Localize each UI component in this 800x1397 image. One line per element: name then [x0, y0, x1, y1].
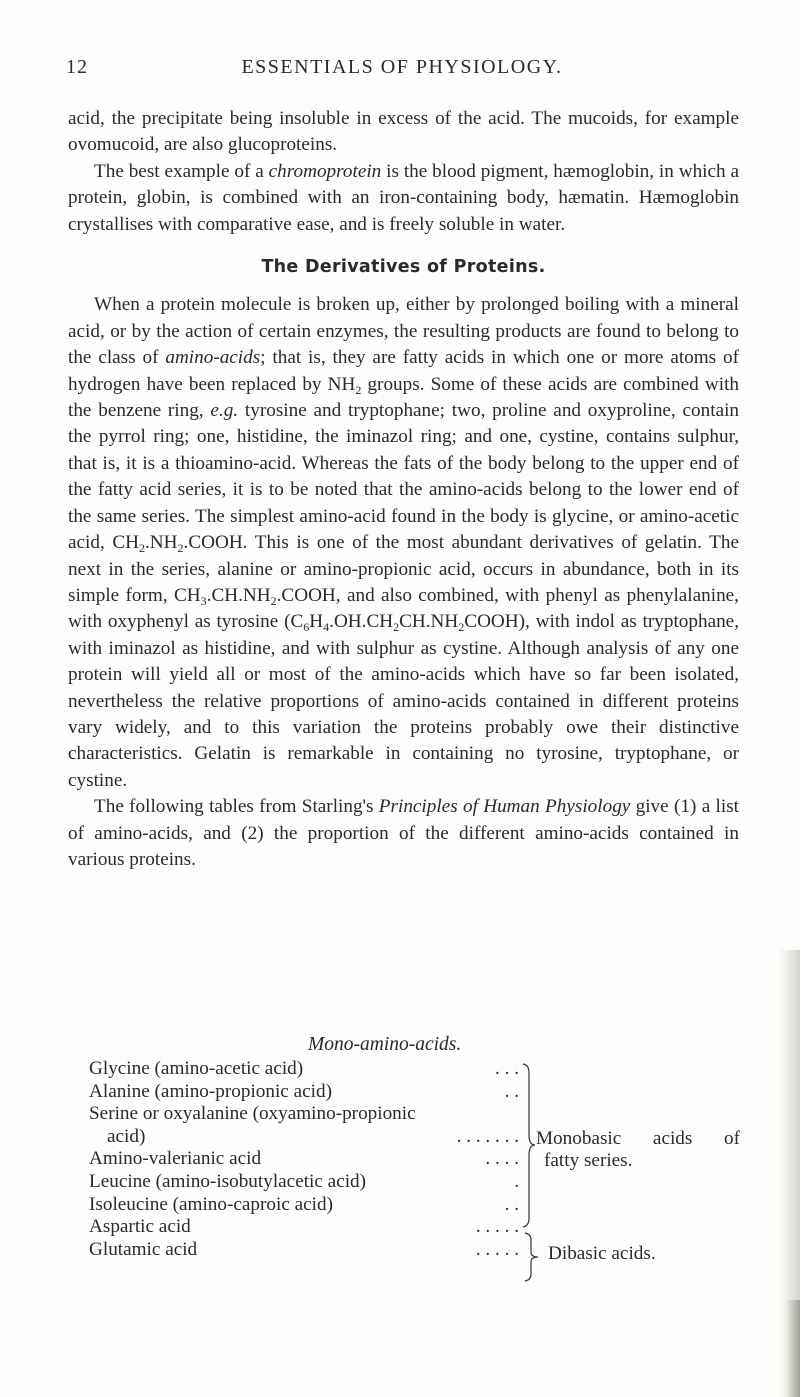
list-item: acid) . . . . . . .: [107, 1125, 519, 1147]
table-title: Mono-amino-acids.: [308, 1034, 462, 1055]
list-item: Glutamic acid . . . . .: [89, 1238, 519, 1260]
page-number: 12: [66, 56, 88, 78]
dibasic-note: Dibasic acids.: [548, 1243, 656, 1264]
paragraph-mucoids: acid, the precipitate being insoluble in excess of the acid. The mucoids, for example ovomucoid, are also glucoproteins.: [68, 108, 739, 156]
brace-dibasic: [524, 1232, 540, 1282]
paragraph-amino-acids: When a protein molecule is broken up, either by prolonged boiling with a mineral acid, or by the action of certain enzymes, the resulting products are found to belong to the class of amino-acids; that is, they are fatty acids in which one or more atoms of hydrogen have been replaced by $NH_2$ groups. Some of these acids are combined with the benzene ring, e.g. tyrosine and tryptophane; two, proline and oxyproline, contain the pyrrol ring; one, histidine, the iminazol ring; and one, cystine, contains sulphur, that is, it is a thioamino-acid. Whereas the fats of the body belong to the upper end of the fatty acid series, it is to be noted that the amino-acids belong to the lower end of the same series. The simplest amino-acid found in the body is glycine, or amino-acetic acid, $CH_2.NH_2.COOH$. This is one of the most abundant derivatives of gelatin. The next in the series, alanine or amino-propionic acid, occurs in abundance, both in its simple form, $CH_3.CH.NH_2.COOH$, and also combined, with phenyl as phenylalanine, with oxyphenyl as tyrosine $(C_6H_4.OH.CH_2CH.NH_2COOH)$, with indol as tryptophane, with iminazol as histidine, and with sulphur as cystine. Although analysis of any one protein will yield all or most of the amino-acids which have so far been isolated, nevertheless the relative proportions of amino-acids contained in different proteins vary widely, and to this variation the proteins probably owe their distinctive characteristics. Gelatin is remarkable in containing no tyrosine, tryptophane, or cystine.: [68, 294, 740, 791]
paragraph-tables-intro: The following tables from Starling's Principles of Human Physiology give (1) a list of amino-acids, and (2) the proportion of the different amino-acids contained in various proteins.: [68, 796, 739, 870]
page-header: [66, 56, 738, 86]
paragraph-chromoprotein: The best example of a chromoprotein is the blood pigment, hæmoglobin, in which a protein, globin, is combined with an iron-containing body, hæmatin. Hæmoglobin crystallises with comparative ease, and is freely soluble in water.: [68, 160, 740, 235]
monobasic-note: Monobasic acids of fatty series.: [536, 1128, 740, 1171]
running-head: ESSENTIALS OF PHYSIOLOGY.: [241, 56, 563, 78]
term-amino-acids: amino-acids: [165, 347, 261, 369]
section-heading: The Derivatives of Proteins.: [261, 257, 546, 278]
amino-acid-list: [89, 1058, 519, 1261]
list-item: Leucine (amino-isobutylacetic acid) .: [89, 1170, 519, 1192]
brace-monobasic: [522, 1063, 536, 1228]
list-item: Aspartic acid . . . . .: [89, 1216, 519, 1238]
term-chromoprotein: chromoprotein: [268, 160, 382, 182]
list-item: Isoleucine (amino-caproic acid) . .: [89, 1193, 519, 1215]
list-item: Amino-valerianic acid . . . .: [89, 1148, 519, 1170]
book-title: Principles of Human Physiology: [378, 796, 631, 818]
page-edge-shadow: [786, 1300, 800, 1397]
list-item: Serine or oxyalanine (oxyamino-propionic: [89, 1103, 416, 1125]
list-item: Glycine (amino-acetic acid) . . .: [89, 1058, 519, 1079]
body-text: [68, 106, 739, 873]
list-item: Alanine (amino-propionic acid) . .: [89, 1080, 519, 1102]
